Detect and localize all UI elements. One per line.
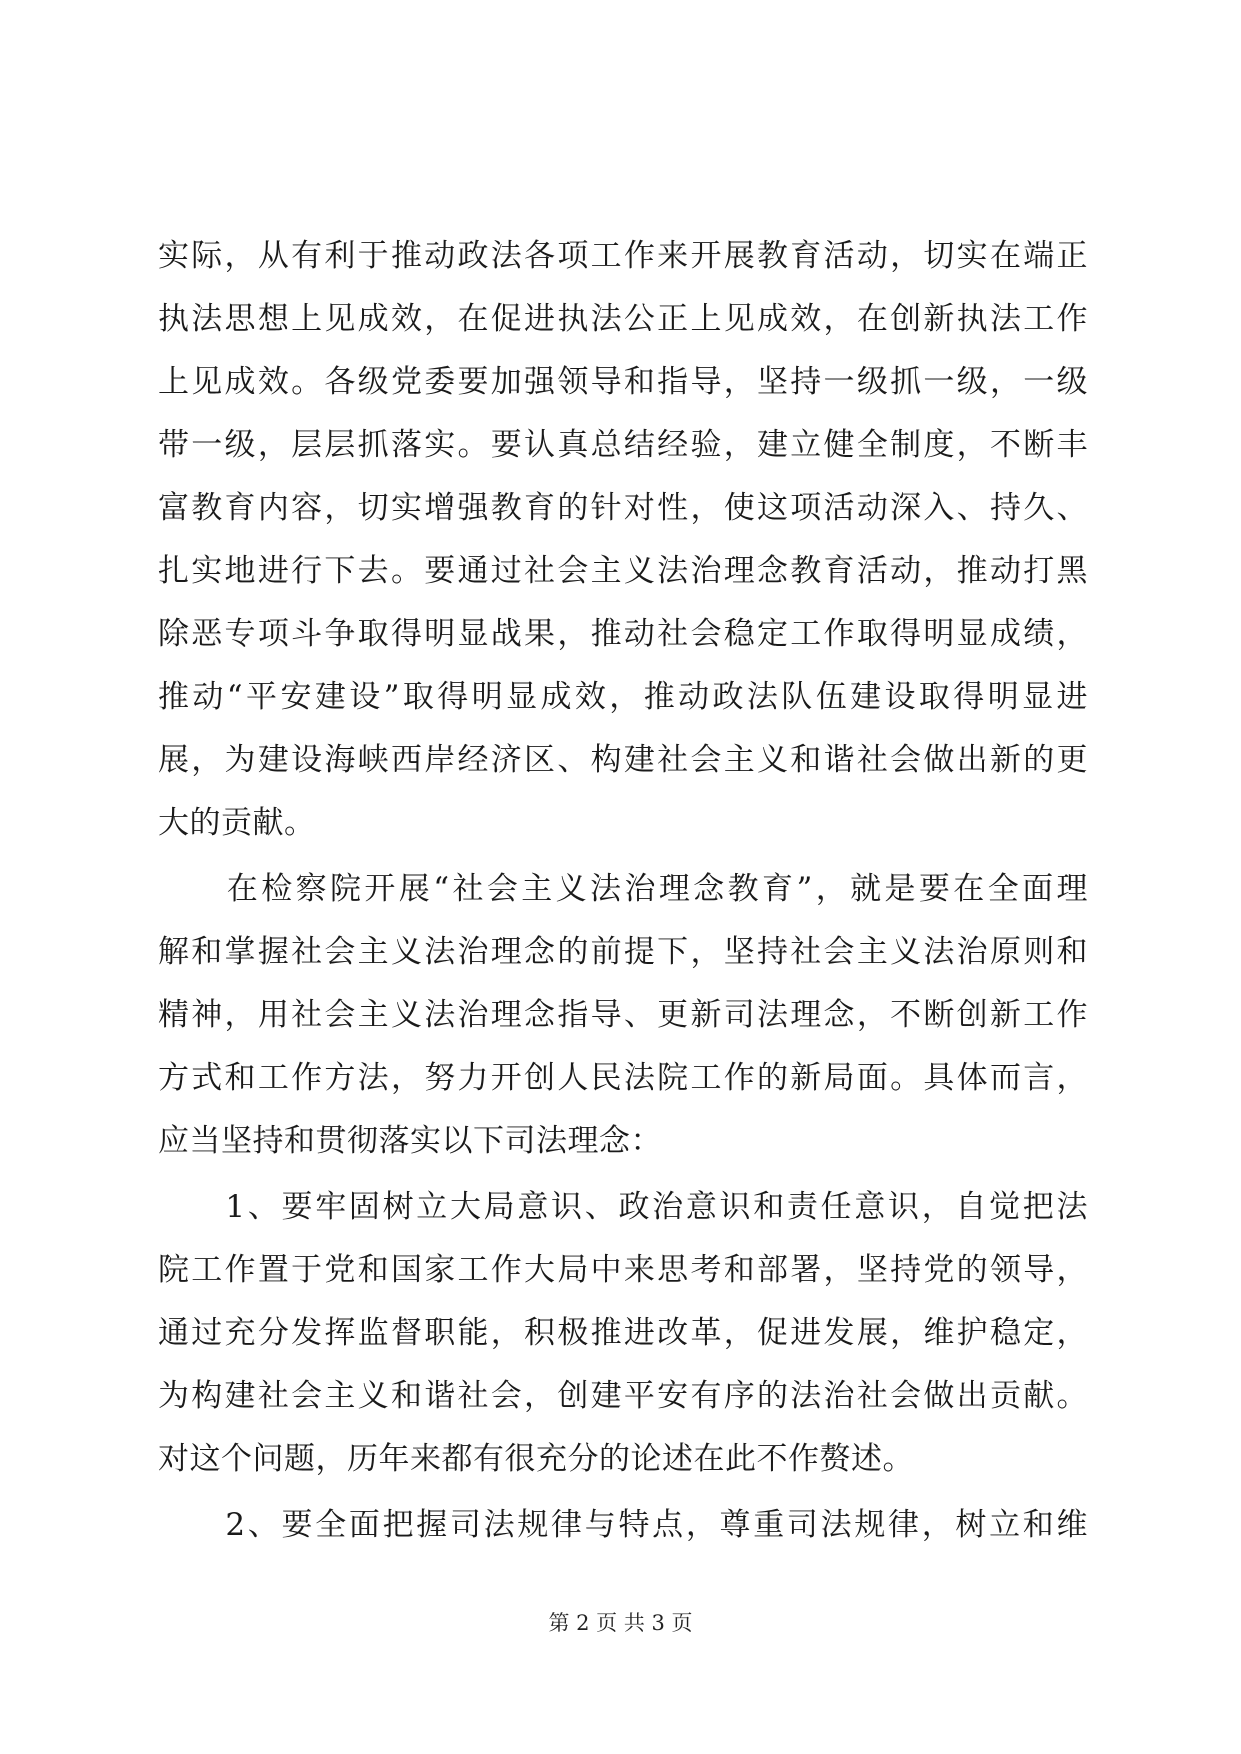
text-line: 精神，用社会主义法治理念指导、更新司法理念，不断创新工作 [158, 997, 1088, 1033]
text-line: 在检察院开展“社会主义法治理念教育”，就是要在全面理 [158, 871, 1088, 907]
text-line: 为构建社会主义和谐社会，创建平安有序的法治社会做出贡献。 [158, 1378, 1088, 1414]
paragraph-3 [158, 1176, 1088, 1491]
text-line: 富教育内容，切实增强教育的针对性，使这项活动深入、持久、 [158, 490, 1088, 526]
text-line: 实际，从有利于推动政法各项工作来开展教育活动，切实在端正 [158, 238, 1088, 274]
text-line: 除恶专项斗争取得明显战果，推动社会稳定工作取得明显成绩， [158, 616, 1088, 652]
text-line: 对这个问题，历年来都有很充分的论述在此不作赘述。 [158, 1441, 914, 1477]
document-body [158, 225, 1088, 1557]
text-line: 展，为建设海峡西岸经济区、构建社会主义和谐社会做出新的更 [158, 742, 1088, 778]
text-line: 应当坚持和贯彻落实以下司法理念： [158, 1123, 662, 1159]
text-line: 1、要牢固树立大局意识、政治意识和责任意识，自觉把法 [158, 1189, 1088, 1225]
page-number-footer: 第 2 页 共 3 页 [548, 1611, 693, 1635]
text-line: 解和掌握社会主义法治理念的前提下，坚持社会主义法治原则和 [158, 934, 1088, 970]
text-line: 推动“平安建设”取得明显成效，推动政法队伍建设取得明显进 [158, 679, 1088, 715]
text-line: 院工作置于党和国家工作大局中来思考和部署，坚持党的领导， [158, 1252, 1088, 1288]
text-line: 带一级，层层抓落实。要认真总结经验，建立健全制度，不断丰 [158, 427, 1088, 463]
text-line: 执法思想上见成效，在促进执法公正上见成效，在创新执法工作 [158, 301, 1088, 337]
paragraph-2 [158, 858, 1088, 1173]
text-line: 方式和工作方法，努力开创人民法院工作的新局面。具体而言， [158, 1060, 1088, 1096]
text-line: 上见成效。各级党委要加强领导和指导，坚持一级抓一级，一级 [158, 364, 1088, 400]
text-line: 大的贡献。 [158, 805, 316, 841]
text-line: 扎实地进行下去。要通过社会主义法治理念教育活动，推动打黑 [158, 553, 1088, 589]
paragraph-1 [158, 225, 1088, 855]
paragraph-4 [158, 1494, 1088, 1557]
text-line: 2、要全面把握司法规律与特点，尊重司法规律，树立和维 [158, 1507, 1088, 1543]
text-line: 通过充分发挥监督职能，积极推进改革，促进发展，维护稳定， [158, 1315, 1088, 1351]
